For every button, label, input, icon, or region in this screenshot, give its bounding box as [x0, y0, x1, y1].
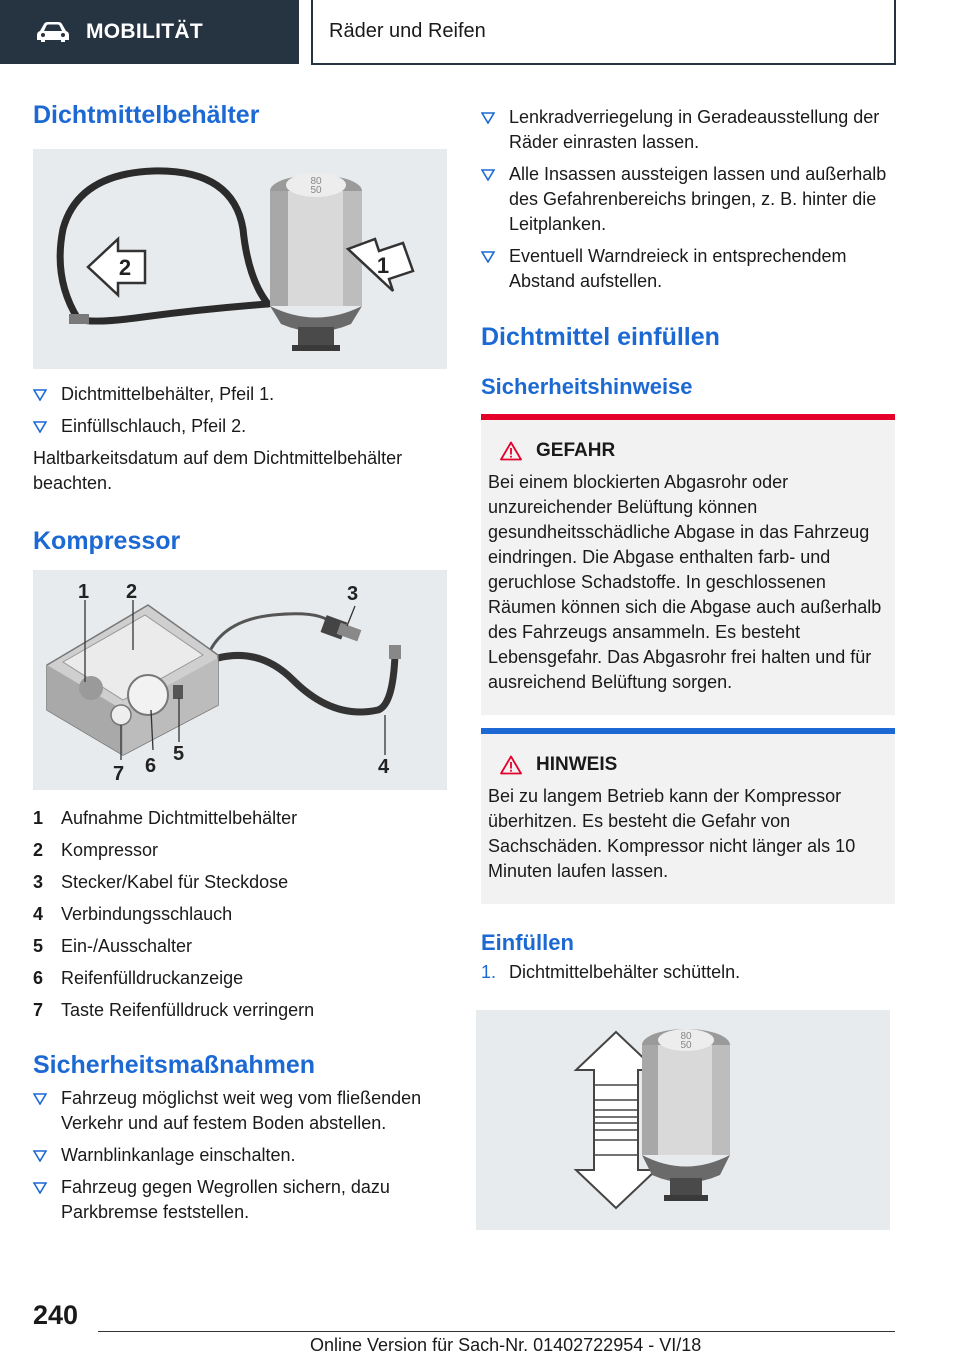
- gauge-label-b: 50: [310, 185, 322, 196]
- page-number: 240: [33, 1300, 79, 1330]
- legend-item: 6 Reifenfülldruckanzeige: [33, 968, 244, 988]
- legend-item: 2 Kompressor: [33, 840, 159, 860]
- warning-triangle-icon: [500, 755, 522, 775]
- arrow-1-label: 1: [376, 253, 390, 278]
- list-item: Fahrzeug möglichst weit weg vom fließenden Verkehr und auf festem Boden abstellen.: [33, 1086, 447, 1136]
- chapter-title: Räder und Reifen: [329, 20, 486, 42]
- heading-safety-notes: Sicherheitshinweise: [481, 374, 693, 399]
- right-column: [481, 105, 895, 985]
- triangle-bullet-icon: [33, 1086, 49, 1111]
- chapter-header: [311, 0, 896, 65]
- arrow-2-icon: [88, 239, 145, 295]
- container-note: Haltbarkeitsdatum auf dem Dichtmittelbehälter beachten.: [33, 448, 403, 493]
- section-title: MOBILITÄT: [86, 20, 204, 43]
- figure-sealant-container: [33, 149, 447, 369]
- warning-triangle-icon: [500, 441, 522, 461]
- triangle-bullet-icon: [33, 382, 49, 407]
- legend-item: 5 Ein-/Ausschalter: [33, 936, 193, 956]
- arrow-2-label: 2: [118, 255, 132, 280]
- callout-4: 4: [378, 756, 390, 778]
- danger-text: Bei einem blockierten Abgasrohr oder unzureichender Belüftung können gesundheitsschädliche Abgase in das Fahrzeug eindringen. Die Abgase enthalten farb- und geruchlose Schadstoffe. In geschlossenen Räumen können sich die Abgase auch außerhalb des Fahrzeugs ansammeln. Es besteht Lebensgefahr. Das Abgasrohr frei halten und für ausreichend Belüftung sorgen.: [488, 472, 882, 693]
- callout-6: 6: [145, 755, 157, 777]
- danger-box: [481, 414, 895, 715]
- gauge-label-a: 80: [680, 1031, 692, 1042]
- figure-shake-container: [476, 1010, 890, 1230]
- callout-7: 7: [113, 763, 125, 785]
- callout-3: 3: [347, 583, 359, 605]
- triangle-bullet-icon: [481, 162, 497, 187]
- callout-1: 1: [78, 581, 90, 603]
- legend-item: 3 Stecker/Kabel für Steckdose: [33, 872, 289, 892]
- legend-item: 4 Verbindungsschlauch: [33, 904, 233, 924]
- gauge-label-a: 80: [310, 176, 322, 187]
- heading-einfuellen: Einfüllen: [481, 930, 574, 956]
- heading-safety: Sicherheitsmaßnahmen: [33, 1051, 316, 1079]
- triangle-bullet-icon: [481, 244, 497, 269]
- triangle-bullet-icon: [33, 414, 49, 439]
- danger-title: GEFAHR: [536, 440, 616, 462]
- heading-container: Dichtmittelbehälter: [33, 101, 260, 129]
- notice-title: HINWEIS: [536, 754, 618, 776]
- container-list: [33, 382, 447, 439]
- figure-compressor: [33, 570, 447, 790]
- notice-text: Bei zu langem Betrieb kann der Kompressor überhitzen. Es besteht die Gefahr von Sachschäden. Kompressor nicht länger als 10 Minuten laufen lassen.: [488, 786, 856, 882]
- list-item: Warnblinkanlage einschalten.: [33, 1143, 447, 1168]
- list-item: Einfüllschlauch, Pfeil 2.: [33, 414, 447, 439]
- safety-list: [33, 1086, 447, 1225]
- footer-divider: [98, 1331, 895, 1332]
- list-item: Dichtmittelbehälter, Pfeil 1.: [33, 382, 447, 407]
- notice-box: [481, 728, 895, 904]
- safety-list-continued: [481, 105, 895, 294]
- left-column: [33, 100, 447, 1225]
- section-tab: [0, 0, 299, 64]
- list-item: Fahrzeug gegen Wegrollen sichern, dazu Parkbremse feststellen.: [33, 1175, 447, 1225]
- compressor-legend: [33, 802, 447, 1026]
- list-item: Alle Insassen aussteigen lassen und außerhalb des Gefahrenbereichs bringen, z. B. hinter die Leitplanken.: [481, 162, 895, 237]
- triangle-bullet-icon: [481, 105, 497, 130]
- heading-fill-sealant: Dichtmittel einfüllen: [481, 323, 720, 351]
- legend-item: 1 Aufnahme Dichtmittelbehälter: [33, 808, 298, 828]
- triangle-bullet-icon: [33, 1143, 49, 1168]
- step-item: 1. Dichtmittelbehälter schütteln.: [481, 961, 741, 982]
- triangle-bullet-icon: [33, 1175, 49, 1200]
- legend-item: 7 Taste Reifenfülldruck verringern: [33, 1000, 315, 1020]
- heading-compressor: Kompressor: [33, 527, 181, 555]
- list-item: Lenkradverriegelung in Geradeausstellung der Räder einrasten lassen.: [481, 105, 895, 155]
- callout-2: 2: [126, 581, 138, 603]
- list-item: Eventuell Warndreieck in entsprechendem Abstand aufstellen.: [481, 244, 895, 294]
- footer-text: Online Version für Sach-Nr. 01402722954 - VI/18: [310, 1335, 702, 1355]
- fill-steps: [481, 959, 895, 985]
- callout-5: 5: [173, 743, 185, 765]
- gauge-label-b: 50: [680, 1040, 692, 1051]
- car-icon: [36, 21, 70, 43]
